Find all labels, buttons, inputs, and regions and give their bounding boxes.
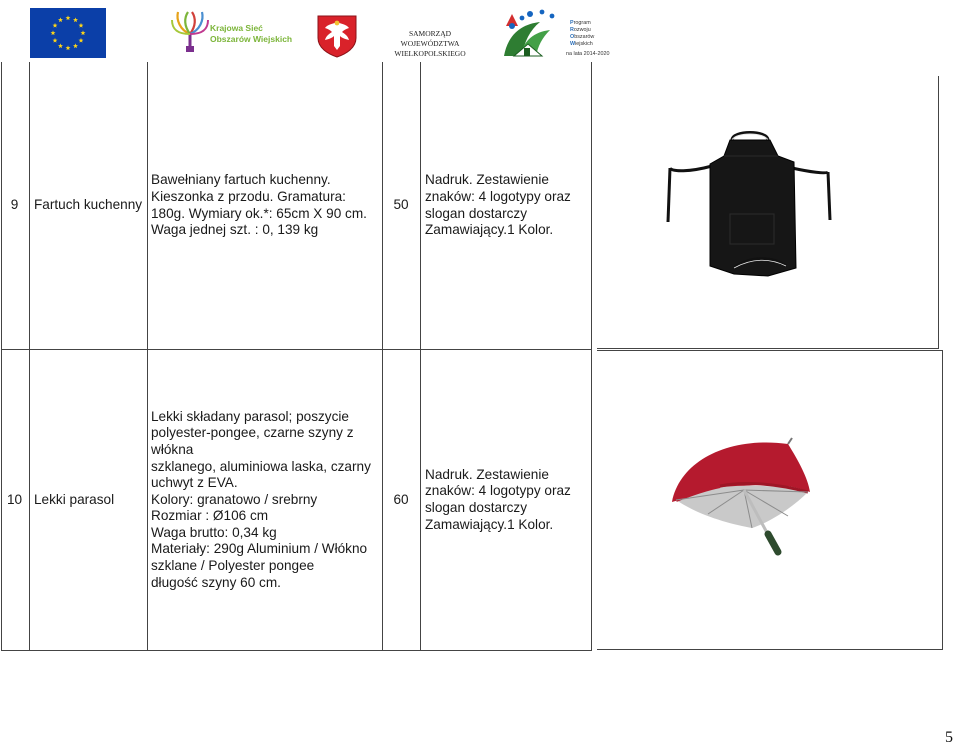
table-border-bottom <box>597 649 943 650</box>
eu-star-icon <box>81 30 86 35</box>
table-col-divider <box>591 62 592 651</box>
table-row-divider <box>597 348 939 349</box>
eu-star-icon <box>58 17 63 22</box>
ksow-plant-icon <box>170 10 210 54</box>
eu-star-icon <box>53 23 58 28</box>
eu-star-icon <box>51 30 56 35</box>
eu-star-icon <box>66 45 71 50</box>
table-border-right <box>938 76 939 348</box>
product-name: Lekki parasol <box>34 491 115 507</box>
header-logos <box>0 0 960 62</box>
samorzad-logo-text: SAMORZĄD WOJEWÓDZTWA WIELKOPOLSKIEGO <box>394 29 466 58</box>
eu-star-icon <box>79 38 84 43</box>
product-description: Lekki składany parasol; poszycie polyester-pongee, czarne szyny z włókna szklanego, aluminiowa laska, czarny uchwyt z EVA. Kolory: granatowo / srebrny Rozmiar : Ø106 cm Waga brutto: 0,34 kg Materiały: 290g Aluminium / Włókno szklane / Polyester pongee długość szyny 60 cm. <box>151 408 371 590</box>
table-col-divider <box>29 62 30 651</box>
prow-logo <box>500 6 610 60</box>
product-description: Bawełniany fartuch kuchenny. Kieszonka z przodu. Gramatura: 180g. Wymiary ok.*: 65cm X 90 cm. Waga jednej szt. : 0, 139 kg <box>151 172 367 238</box>
wielkopolska-coat-of-arms-icon <box>316 14 358 58</box>
apron-image <box>660 128 840 280</box>
umbrella-image <box>660 430 820 560</box>
prow-text: Program Rozwoju Obszarów Wiejskich <box>570 20 595 47</box>
table-col-divider <box>147 62 148 651</box>
prow-emblem-icon <box>500 6 566 60</box>
product-marking: Nadruk. Zestawienie znaków: 4 logotypy oraz slogan dostarczy Zamawiający.1 Kolor. <box>425 466 571 532</box>
table-border-right <box>942 350 943 650</box>
eu-flag-logo <box>30 8 106 58</box>
eu-star-icon <box>73 17 78 22</box>
ksow-logo <box>170 10 300 56</box>
row-number: 9 <box>10 197 19 213</box>
eu-star-icon <box>79 23 84 28</box>
product-quantity: 60 <box>393 491 409 507</box>
product-quantity: 50 <box>393 197 409 213</box>
eu-stars-icon <box>30 8 106 58</box>
ksow-text: Krajowa Sieć Obszarów Wiejskich <box>210 23 293 44</box>
table-col-divider <box>420 62 421 651</box>
page-number: 5 <box>945 729 953 746</box>
product-name: Fartuch kuchenny <box>34 197 143 213</box>
eu-star-icon <box>58 43 63 48</box>
eu-star-icon <box>53 38 58 43</box>
prow-years: na lata 2014-2020 <box>566 51 610 57</box>
table-border-bottom <box>1 650 591 651</box>
product-marking: Nadruk. Zestawienie znaków: 4 logotypy oraz slogan dostarczy Zamawiający.1 Kolor. <box>425 172 571 238</box>
table-row-divider <box>597 350 943 351</box>
eu-star-icon <box>73 43 78 48</box>
eu-star-icon <box>66 15 71 20</box>
row-number: 10 <box>6 491 23 507</box>
